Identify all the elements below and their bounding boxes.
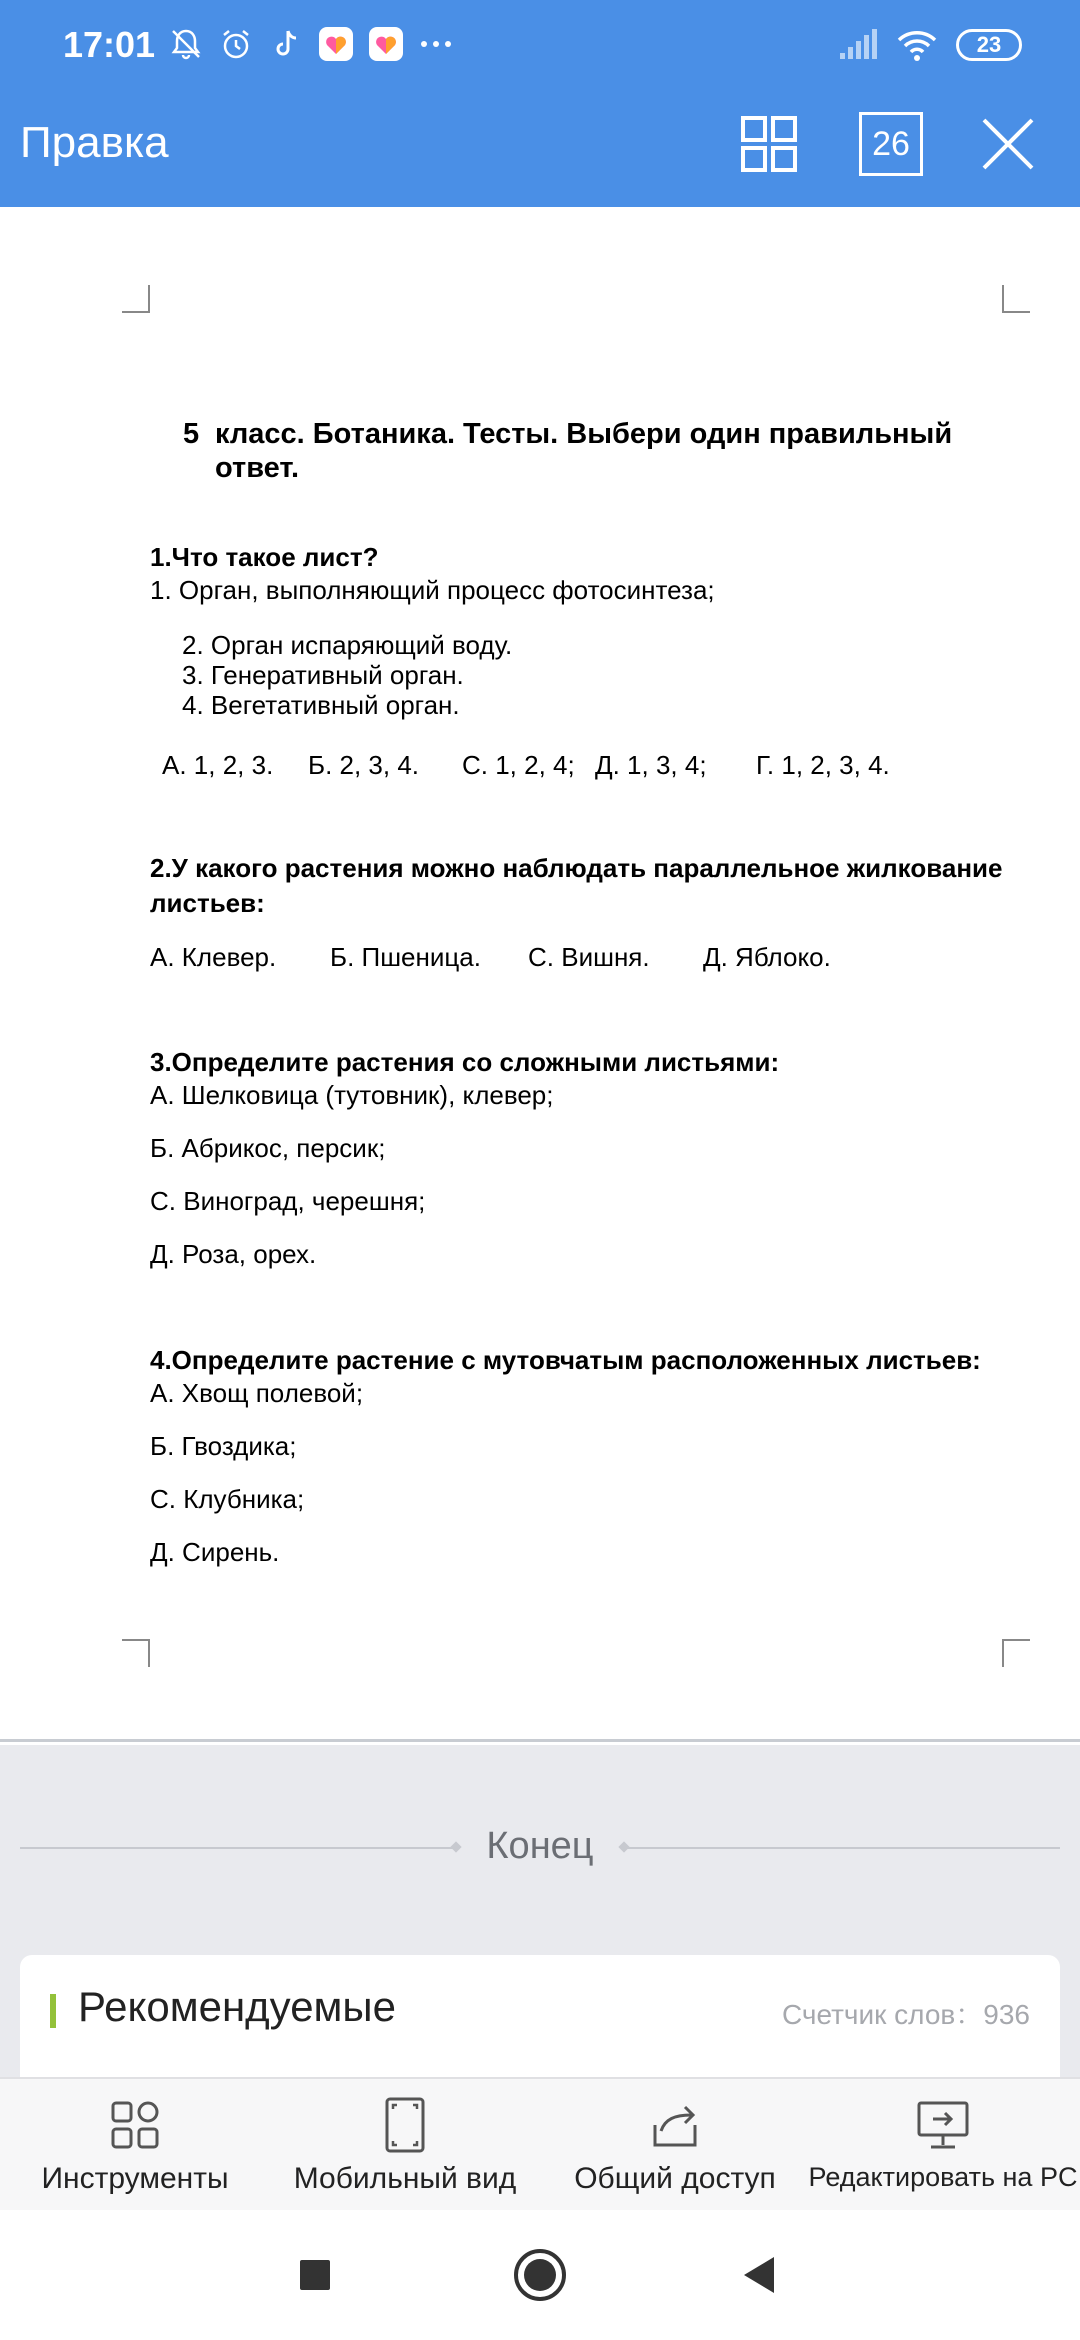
page-title: Правка	[20, 118, 169, 167]
end-divider-left	[20, 1847, 455, 1849]
q1-answer-g: Г. 1, 2, 3, 4.	[756, 750, 890, 780]
status-bar	[0, 0, 1080, 95]
recents-icon[interactable]	[285, 2245, 345, 2305]
share-icon	[645, 2095, 705, 2155]
title-number: 5	[183, 418, 200, 450]
share-button[interactable]	[560, 2079, 790, 2212]
tools-icon	[105, 2095, 165, 2155]
battery-indicator: 23	[956, 29, 1022, 61]
edit-on-pc-button[interactable]	[808, 2079, 1078, 2212]
q1-answer-a: А. 1, 2, 3.	[162, 750, 274, 780]
alarm-icon	[218, 26, 254, 62]
monitor-icon	[913, 2095, 973, 2155]
tools-label: Инструменты	[41, 2162, 229, 2195]
question-2-line-2: листьев:	[150, 888, 265, 918]
top-bar	[0, 0, 1080, 207]
corner-mark	[122, 285, 150, 313]
status-right	[838, 28, 1022, 62]
home-icon[interactable]	[510, 2245, 570, 2305]
question-2-line-1: 2.У какого растения можно наблюдать параллельное жилкование	[150, 853, 1003, 883]
title-text: класс. Ботаника. Тесты. Выбери один правильный ответ.	[215, 418, 953, 484]
likee-app-icon-2	[368, 26, 404, 62]
status-time: 17:01	[63, 24, 156, 65]
q3-answer-d: Д. Роза, орех.	[150, 1239, 317, 1269]
recommended-accent-bar	[50, 1994, 56, 2028]
tiktok-icon	[268, 26, 304, 62]
q2-answer-c: С. Вишня.	[528, 942, 650, 972]
likee-app-icon	[318, 26, 354, 62]
end-label: Конец	[486, 1825, 594, 1867]
mobile-view-button[interactable]	[280, 2079, 530, 2212]
q1-option-2: 2. Орган испаряющий воду.	[182, 630, 513, 660]
notification-icons	[168, 26, 454, 62]
q4-answer-a: А. Хвощ полевой;	[150, 1378, 364, 1408]
page-count-button[interactable]: 26	[859, 112, 923, 176]
q3-answer-b: Б. Абрикос, персик;	[150, 1133, 386, 1163]
signal-icon	[838, 29, 878, 61]
q1-option-4: 4. Вегетативный орган.	[182, 690, 460, 720]
q1-answer-b: Б. 2, 3, 4.	[308, 750, 420, 780]
edit-on-pc-label: Редактировать на PC	[808, 2162, 1078, 2192]
corner-mark	[1002, 285, 1030, 313]
q1-answer-c: С. 1, 2, 4;	[462, 750, 575, 780]
q4-answer-d: Д. Сирень.	[150, 1537, 280, 1567]
grid-view-icon[interactable]	[737, 112, 801, 176]
q3-answer-c: С. Виноград, черешня;	[150, 1186, 426, 1216]
share-label: Общий доступ	[574, 2162, 776, 2195]
q2-answer-d: Д. Яблоко.	[703, 942, 831, 972]
recommended-title: Рекомендуемые	[78, 1983, 396, 2030]
q2-answer-b: Б. Пшеница.	[330, 942, 481, 972]
corner-mark	[1002, 1639, 1030, 1667]
document-page	[0, 207, 1080, 1742]
question-1: 1.Что такое лист?	[150, 542, 379, 572]
mobile-view-label: Мобильный вид	[293, 2162, 517, 2195]
q1-answer-d: Д. 1, 3, 4;	[595, 750, 707, 780]
q2-answer-a: А. Клевер.	[150, 942, 277, 972]
question-4: 4.Определите растение с мутовчатым расположенных листьев:	[150, 1345, 981, 1375]
back-icon[interactable]	[730, 2245, 790, 2305]
corner-mark	[122, 1639, 150, 1667]
close-icon[interactable]	[976, 112, 1040, 176]
word-count: Счетчик слов：936	[781, 1999, 1030, 2030]
end-divider-right	[625, 1847, 1060, 1849]
question-3: 3.Определите растения со сложными листьями:	[150, 1047, 780, 1077]
system-nav-bar	[0, 2210, 1080, 2340]
q4-answer-c: С. Клубника;	[150, 1484, 305, 1514]
bottom-toolbar	[0, 2077, 1080, 2210]
q1-option-3: 3. Генеративный орган.	[182, 660, 464, 690]
q1-option-1: 1. Орган, выполняющий процесс фотосинтеза;	[150, 575, 715, 605]
wifi-icon	[896, 28, 938, 62]
tools-button[interactable]	[20, 2079, 250, 2212]
q3-answer-a: А. Шелковица (тутовник), клевер;	[150, 1080, 554, 1110]
q4-answer-b: Б. Гвоздика;	[150, 1431, 297, 1461]
more-dots-icon	[418, 26, 454, 62]
bell-off-icon	[168, 26, 204, 62]
mobile-view-icon	[375, 2095, 435, 2155]
